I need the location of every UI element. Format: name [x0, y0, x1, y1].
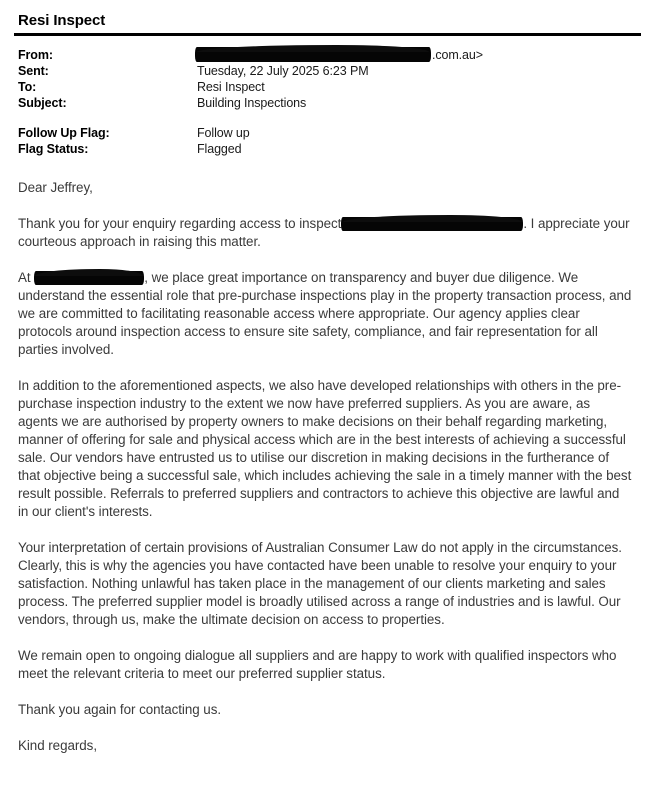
redaction-mark-agency [34, 271, 144, 285]
field-row-sent [18, 63, 641, 79]
page-title: Resi Inspect [18, 12, 106, 29]
field-label-subject: Subject: [18, 96, 67, 111]
body-paragraph-5: We remain open to ongoing dialogue all suppliers and are happy to work with qualified inspectors who meet the relevant criteria to meet our preferred supplier status. [18, 648, 617, 682]
field-value-sent: Tuesday, 22 July 2025 6:23 PM [197, 64, 369, 79]
field-value-follow-up-flag: Follow up [197, 126, 250, 141]
field-label-flag-status: Flag Status: [18, 142, 89, 157]
body-paragraph-3: In addition to the aforementioned aspects, we also have developed relationships with others in the pre-purchase inspection industry to the extent we now have preferred suppliers. As you are aware, as agents we are authorised by property owners to make decisions on their behalf regarding marketing, manner of offering for sale and physical access which are in the best interests of achieving a successful sale. Our vendors have entrusted us to utilise our discretion in making decisions in the furtherance of that objective being a successful sale, which includes achieving the sale in a timely manner with the best result possible. Referrals to preferred suppliers and contractors to achieve this objective are lawful and in our client's interests. [18, 378, 632, 520]
field-value-from [197, 47, 483, 63]
body-paragraph-4: Your interpretation of certain provisions of Australian Consumer Law do not apply in the circumstances. Clearly, this is why the agencies you have contacted have been unable to resolve your enquiry to your satisfaction. Nothing unlawful has taken place in the management of our clients marketing and sales process. The preferred supplier model is broadly utilised across a range of industries and is lawful. Our vendors, through us, make the ultimate decision on access to properties. [18, 540, 622, 628]
title-divider [14, 33, 641, 36]
body-signoff: Kind regards, [18, 738, 97, 754]
body-paragraph-2-before: At [18, 270, 31, 286]
field-row-to [18, 79, 641, 95]
body-paragraph-2-after: , we place great importance on transparency and buyer due diligence. We understand the essential role that pre-purchase inspections play in the property transaction process, and we are committed to facilitating reasonable access where appropriate. Our agency applies clear protocols around inspection access to ensure site safety, compliance, and fair representation for all parties involved. [18, 270, 632, 358]
body-paragraph-1 [18, 215, 633, 251]
field-value-subject: Building Inspections [197, 96, 307, 111]
field-value-to: Resi Inspect [197, 80, 265, 95]
field-group-separator [18, 111, 641, 125]
body-paragraph-1-before: Thank you for your enquiry regarding access to inspect [18, 216, 342, 232]
field-value-flag-status: Flagged [197, 142, 242, 157]
body-paragraph-2 [18, 269, 633, 359]
field-row-from [18, 47, 641, 63]
email-body [14, 179, 641, 755]
body-paragraph-6: Thank you again for contacting us. [18, 702, 222, 718]
field-label-sent: Sent: [18, 64, 49, 79]
field-label-follow-up-flag: Follow Up Flag: [18, 126, 110, 141]
body-salutation: Dear Jeffrey, [18, 180, 93, 196]
field-label-to: To: [18, 80, 37, 95]
field-row-subject [18, 95, 641, 111]
field-row-flag-status [18, 141, 641, 157]
email-header-fields [14, 47, 641, 157]
field-label-from: From: [18, 48, 53, 62]
redaction-mark-property-1 [341, 217, 523, 231]
body-paragraph-1-after: . I appreciate your courteous approach in raising this matter. [18, 216, 630, 250]
field-value-from-text: .com.au> [432, 48, 483, 62]
field-row-follow-up-flag [18, 125, 641, 141]
redaction-mark-sender [195, 47, 431, 62]
